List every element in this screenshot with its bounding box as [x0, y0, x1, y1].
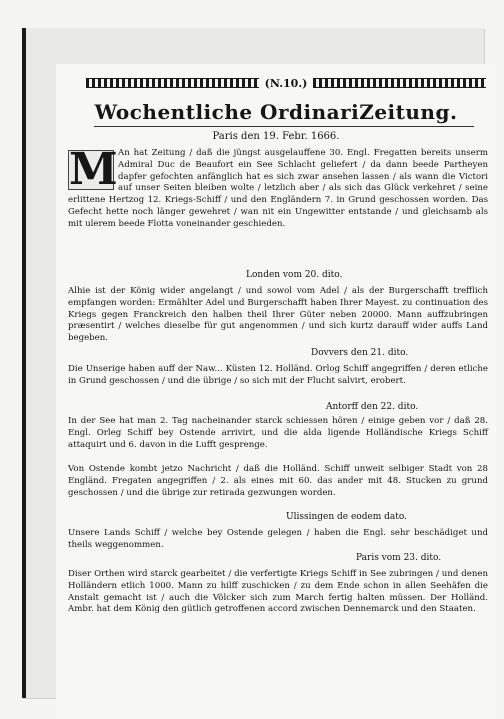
article-paris-battle-text: An hat Zeitung / daß die jüngst ausgelauffene 30. Engl. Fregatten bereits unserm Admiral Duc de Beaufort ein See Schlacht geliefert / da dann beede Partheyen dapfer gefochten anfänglich hat es sich zwar ansehen lassen / als wann die Victori auf unser Seiten bleiben wolte / letzlich aber / als sich das Glück verkehret / seine erlittene Hertzog 12. Kriegs-Schiff / und den Engländern 7. in Grund geschossen worden. Das Gefecht hette noch länger gewehret / wan nit ein Ungewitter entstande / und gleichsamb als mit ulerem beede Flotta voneinander geschieden. [68, 148, 488, 229]
ornament-left [86, 78, 259, 88]
newspaper-page [56, 64, 496, 719]
subhead-paris-23: Paris vom 23. dito. [356, 553, 442, 563]
article-paris-battle [68, 144, 488, 231]
issue-number: (N.10.) [264, 76, 308, 90]
article-antwerp: In der See hat man 2. Tag nacheinander starck schiessen hören / einige geben vor / daß 28. Engl. Orleg Schiff bey Ostende arrivirt, und die alda ligende Holländische Kriegs Schiff attaquirt und 6. davon in die Lufft gesprenge. [68, 416, 488, 450]
article-paris-23: Diser Orthen wird starck gearbeitet / die verfertigte Kriegs Schiff in See zubringen / und denen Holländern etlich 1000. Mann zu hilff zuschicken / zu dem Ende schon in allen Seehäfen die Anstalt gemacht ist / auch die Völcker sich zum March fertig halten müssen. Der Holländ. Ambr. hat dem König den gütlich getroffenen accord zwischen Dennemarck und den Staaten. [68, 569, 488, 615]
article-ostend: Von Ostende kombt jetzo Nachricht / daß die Holländ. Schiff unweit selbiger Stadt von 28 Engländ. Fregaten angegriffen / 2. als eines mit 60. das ander mit 48. Stucken zu grund geschossen / und die übrige zur retirada gezwungen worden. [68, 464, 488, 498]
article-dover: Die Unserige haben auff der Naw... Küsten 12. Holländ. Orlog Schiff angegriffen / deren etliche in Grund geschossen / und die übrige / so sich mit der Flucht salvirt, erobert. [68, 364, 488, 386]
subhead-dover: Dovvers den 21. dito. [311, 348, 409, 358]
photo-mount [22, 28, 488, 698]
title-rule [94, 126, 474, 127]
article-flushing: Unsere Lands Schiff / welche bey Ostende gelegen / haben die Engl. sehr beschädiget und theils weggenommen. [68, 528, 488, 550]
masthead [86, 74, 486, 92]
drop-cap: M [69, 144, 118, 195]
article-london: Alhie ist der König wider angelangt / und sowol vom Adel / als der Burgerschafft trefflich empfangen worden: Ermählter Adel und Burgerschafft haben Ihrer Mayest. zu continuation des Kriegs gegen Franckreich den halben theil Ihrer Güter neben 20000. Mann auffzubringen præsentirt / welches dieselbe für gut angenommen / und sich kurtz darauff wider auffs Land begeben. [68, 286, 488, 344]
newspaper-title: Wochentliche OrdinariZeitung. [94, 100, 458, 124]
subhead-london: Londen vom 20. dito. [246, 270, 343, 280]
ornament-right [313, 78, 486, 88]
subhead-antwerp: Antorff den 22. dito. [326, 402, 419, 412]
dateline: Paris den 19. Febr. 1666. [212, 131, 340, 142]
subhead-flushing: Ulissingen de eodem dato. [286, 512, 408, 522]
